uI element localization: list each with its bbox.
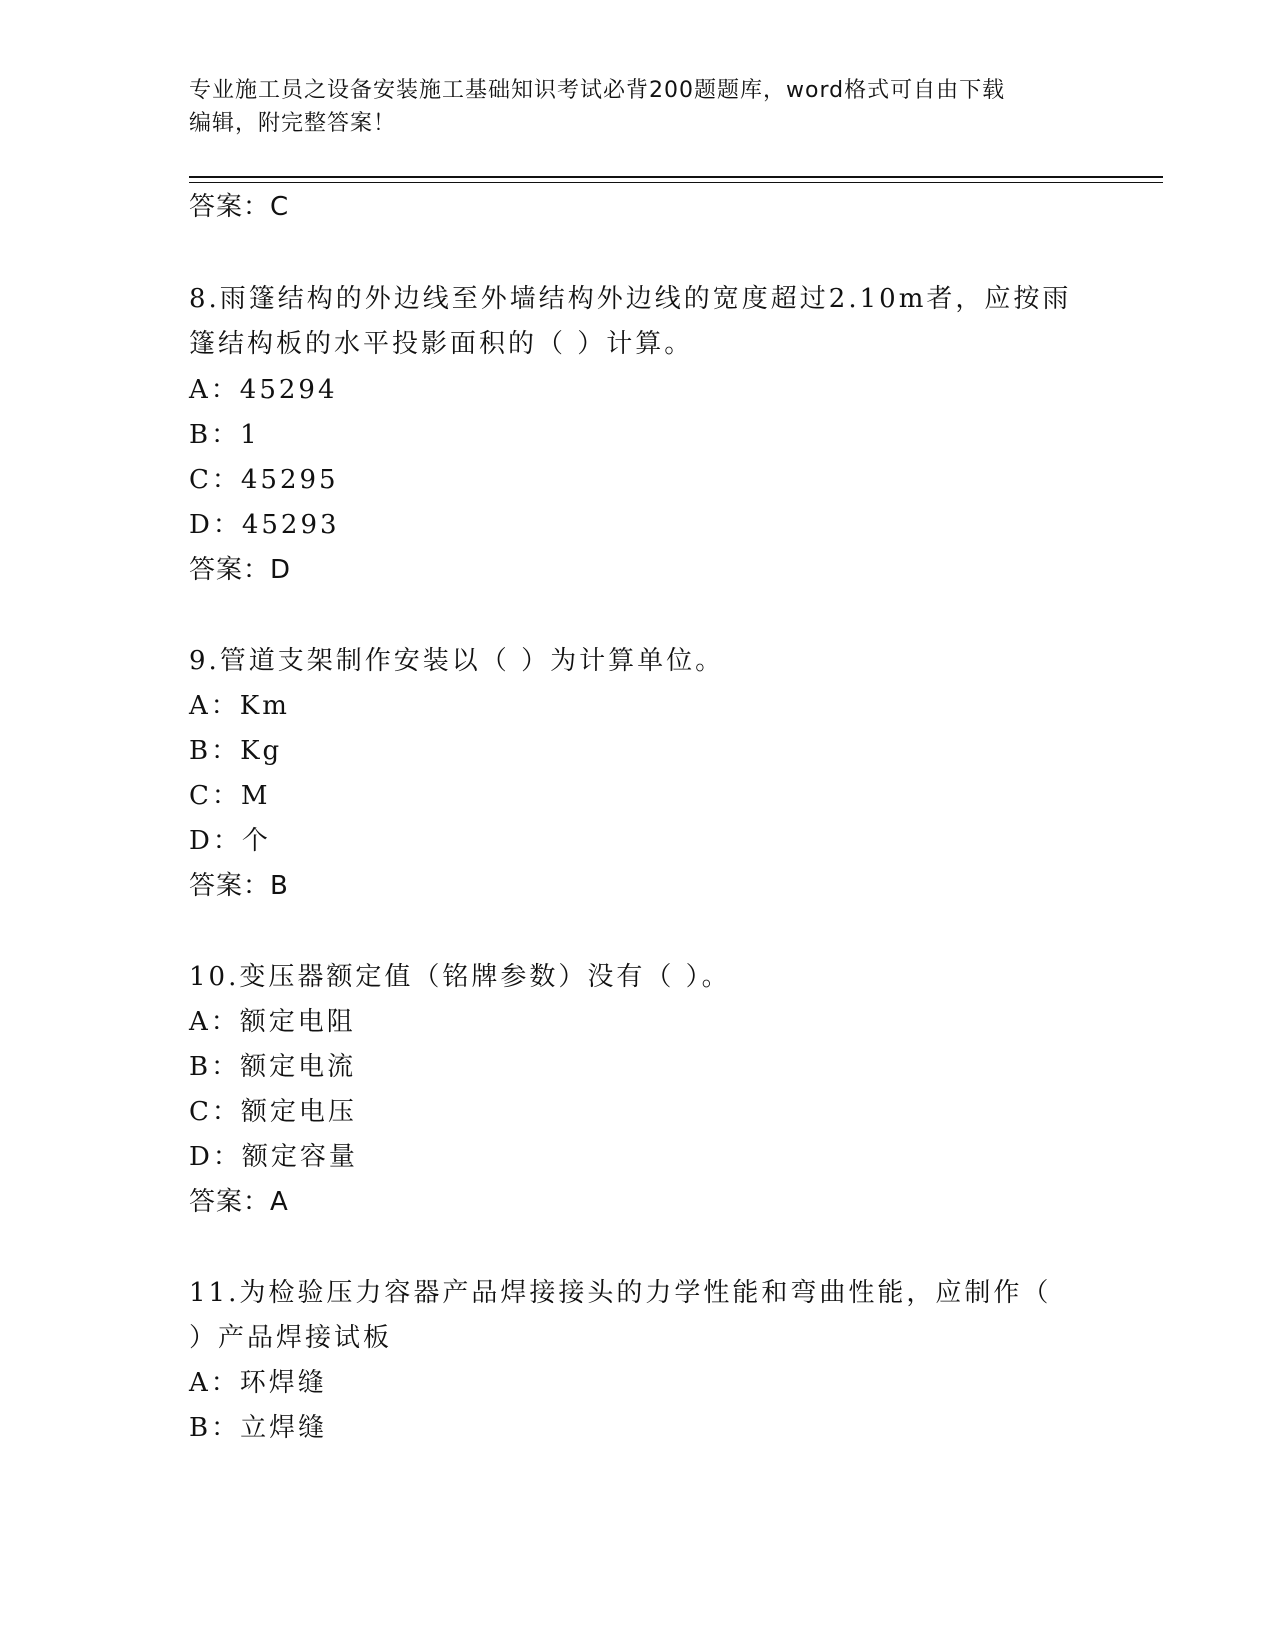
header-line-2: 编辑，附完整答案！ bbox=[189, 111, 397, 136]
question-8-option-a: A：45294 bbox=[189, 375, 338, 405]
question-9-answer: 答案：B bbox=[189, 871, 289, 901]
question-10-option-a: A：额定电阻 bbox=[189, 1007, 356, 1037]
header-divider bbox=[189, 176, 1163, 178]
question-8-stem-line-1: 8.雨篷结构的外边线至外墙结构外边线的宽度超过2.10m者，应按雨 bbox=[189, 284, 1072, 314]
answer-previous: 答案：C bbox=[189, 192, 290, 222]
question-11-option-a: A：环焊缝 bbox=[189, 1368, 327, 1398]
question-8-option-b: B：1 bbox=[189, 420, 260, 450]
question-8-option-c: C：45295 bbox=[189, 465, 339, 495]
document-header bbox=[189, 74, 1089, 140]
header-line-1: 专业施工员之设备安装施工基础知识考试必背200题题库，word格式可自由下载 bbox=[189, 78, 1006, 103]
question-9-option-c: C：M bbox=[189, 781, 271, 811]
question-9-option-a: A：Km bbox=[189, 691, 290, 721]
header-divider-secondary bbox=[189, 182, 1163, 183]
question-8-option-d: D：45293 bbox=[189, 510, 340, 540]
question-11-stem-line-1: 11.为检验压力容器产品焊接接头的力学性能和弯曲性能，应制作（ bbox=[189, 1278, 1052, 1308]
question-9-option-b: B：Kg bbox=[189, 736, 283, 766]
question-10-answer: 答案：A bbox=[189, 1187, 289, 1217]
question-10-option-d: D：额定容量 bbox=[189, 1142, 358, 1172]
question-8-answer: 答案：D bbox=[189, 555, 292, 585]
question-10-option-c: C：额定电压 bbox=[189, 1097, 357, 1127]
question-9-stem-line-1: 9.管道支架制作安装以（ ）为计算单位。 bbox=[189, 646, 725, 676]
question-8-stem-line-2: 篷结构板的水平投影面积的（ ）计算。 bbox=[189, 329, 694, 359]
question-9-option-d: D：个 bbox=[189, 826, 271, 856]
question-10-option-b: B：额定电流 bbox=[189, 1052, 357, 1082]
question-11-option-b: B：立焊缝 bbox=[189, 1413, 328, 1443]
question-10-stem-line-1: 10.变压器额定值（铭牌参数）没有（ ）。 bbox=[189, 962, 731, 992]
question-11-stem-line-2: ）产品焊接试板 bbox=[189, 1323, 393, 1353]
